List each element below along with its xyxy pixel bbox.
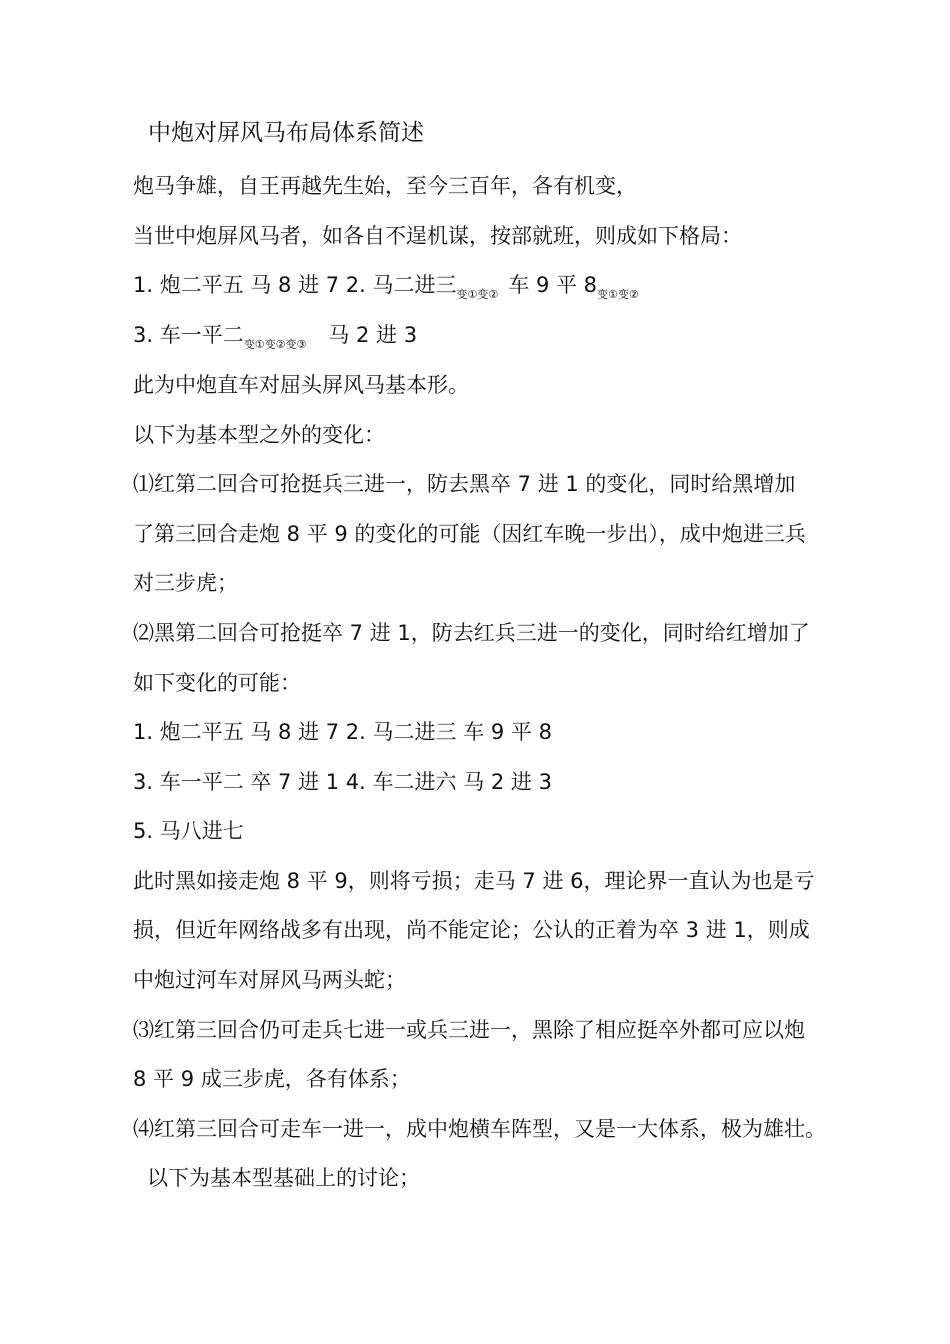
move-text: 车 9 平 8 xyxy=(508,273,598,297)
paragraph-line: ⑵黑第二回合可抢挺卒 7 进 1，防去红兵三进一的变化，同时给红增加了 xyxy=(133,621,810,645)
move-line xyxy=(133,320,853,350)
paragraph-line: 对三步虎； xyxy=(133,571,238,595)
paragraph-line: ⑴红第二回合可抢挺兵三进一，防去黑卒 7 进 1 的变化，同时给黑增加 xyxy=(133,472,796,496)
paragraph-line: 损，但近年网络战多有出现，尚不能定论；公认的正着为卒 3 进 1，则成 xyxy=(133,918,810,942)
paragraph-line: 此时黑如接走炮 8 平 9，则将亏损；走马 7 进 6，理论界一直认为也是亏 xyxy=(133,869,815,893)
page-title: 中炮对屏风马布局体系简述 xyxy=(148,120,424,146)
paragraph-line: 以下为基本型基础上的讨论； xyxy=(147,1166,420,1190)
paragraph-line: 如下变化的可能： xyxy=(133,671,301,695)
paragraph-line: 此为中炮直车对屈头屏风马基本形。 xyxy=(133,373,469,397)
variation-note: 变①变② xyxy=(456,288,499,301)
move-text: 马 2 进 3 xyxy=(328,323,418,347)
paragraph-line: 8 平 9 成三步虎，各有体系； xyxy=(133,1067,411,1091)
variation-note: 变①变② xyxy=(597,288,639,301)
variation-note: 变①变②变③ xyxy=(243,338,307,351)
paragraph-line: 了第三回合走炮 8 平 9 的变化的可能（因红车晚一步出），成中炮进三兵 xyxy=(133,522,806,546)
paragraph-line: ⑶红第三回合仍可走兵七进一或兵三进一，黑除了相应挺卒外都可应以炮 xyxy=(133,1018,805,1042)
move-text: 3. 车一平二 xyxy=(133,323,244,347)
move-line: 1. 炮二平五 马 8 进 7 2. 马二进三 车 9 平 8 xyxy=(133,720,552,744)
paragraph-line: 当世中炮屏风马者，如各自不逞机谋，按部就班，则成如下格局： xyxy=(133,224,742,248)
move-line xyxy=(133,270,853,300)
move-line: 5. 马八进七 xyxy=(133,819,244,843)
paragraph-line: 中炮过河车对屏风马两头蛇； xyxy=(133,968,406,992)
move-text: 1. 炮二平五 马 8 进 7 2. 马二进三 xyxy=(133,273,457,297)
move-line: 3. 车一平二 卒 7 进 1 4. 车二进六 马 2 进 3 xyxy=(133,770,552,794)
paragraph-line: 以下为基本型之外的变化： xyxy=(133,423,385,447)
paragraph-line: 炮马争雄，自王再越先生始，至今三百年，各有机变， xyxy=(133,174,637,198)
paragraph-line: ⑷红第三回合可走车一进一，成中炮横车阵型，又是一大体系，极为雄壮。 xyxy=(133,1117,826,1141)
